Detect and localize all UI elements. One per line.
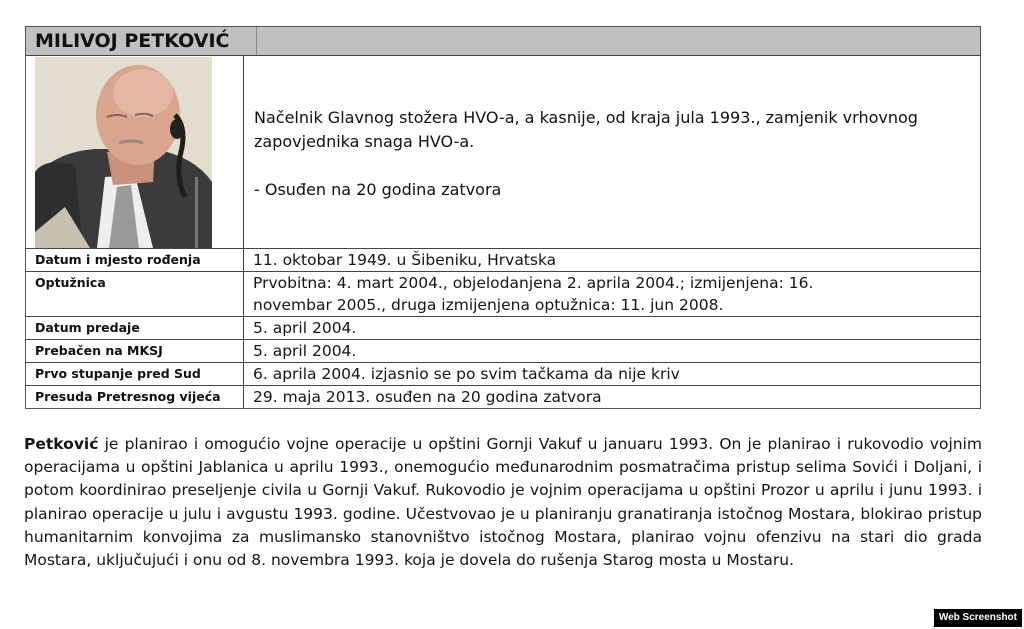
table-row-transfer xyxy=(26,340,980,363)
row-label: Datum i mjesto rođenja xyxy=(26,249,244,271)
row-value: 6. aprila 2004. izjasnio se po svim tačkama da nije kriv xyxy=(253,365,680,383)
row-label: Presuda Pretresnog vijeća xyxy=(26,386,244,408)
table-row-initial-appearance xyxy=(26,363,980,386)
portrait-illustration xyxy=(35,57,212,248)
row-label: Prvo stupanje pred Sud xyxy=(26,363,244,385)
portrait-photo xyxy=(35,57,212,248)
profile-card xyxy=(25,26,981,409)
summary-text: je planirao i omogućio vojne operacije u opštini Gornji Vakuf u januaru 1993. On je planirao i rukovodio vojnim operacijama u opštini Jablanica u aprilu 1993., onemogućio međunarodnim posmatračima pristup selima Sovići i Doljani, i potom koordinirao preseljenje civila u Gornji Vakuf. Rukovodio je vojnim operacijama u opštini Prozor u aprilu i junu 1993. i planirao operacije u julu i avgustu 1993. godine. Učestvovao je u planiranju granatiranja istočnog Mostara, blokirao pristup humanitarnim konvojima za muslimansko stanovništvo istočnog Mostara, planirao vojnu ofenzivu na stari dio grada Mostara, uključujući i onu od 8. novembra 1993. koja je dovela do rušenja Starog mosta u Mostaru. xyxy=(24,435,982,570)
sentence-text: - Osuđen na 20 godina zatvora xyxy=(254,180,502,199)
row-value: 11. oktobar 1949. u Šibeniku, Hrvatska xyxy=(253,251,557,269)
table-row-indictment xyxy=(26,272,980,317)
row-label: Prebačen na MKSJ xyxy=(26,340,244,362)
row-value: 5. april 2004. xyxy=(253,319,357,337)
watermark-badge: Web Screenshot xyxy=(934,609,1022,627)
summary-lead: Petković xyxy=(24,435,99,453)
row-value: 5. april 2004. xyxy=(253,342,357,360)
row-label: Optužnica xyxy=(26,272,244,316)
table-row-birth xyxy=(26,249,980,272)
table-row-judgement xyxy=(26,386,980,408)
photo-row xyxy=(26,56,980,249)
photo-cell xyxy=(26,56,244,248)
table-row-surrender xyxy=(26,317,980,340)
person-name: MILIVOJ PETKOVIĆ xyxy=(26,27,257,55)
summary-paragraph xyxy=(24,433,982,572)
role-text: Načelnik Glavnog stožera HVO-a, a kasnije, od kraja jula 1993., zamjenik vrhovnog zapovjednika snaga HVO-a. xyxy=(254,108,918,151)
row-value: 29. maja 2013. osuđen na 20 godina zatvora xyxy=(253,388,602,406)
profile-header xyxy=(26,27,980,56)
row-value: Prvobitna: 4. mart 2004., objelodanjena 2. aprila 2004.; izmijenjena: 16. novembar 2005., druga izmijenjena optužnica: 11. jun 2008. xyxy=(253,274,814,314)
row-label: Datum predaje xyxy=(26,317,244,339)
role-description xyxy=(244,56,980,248)
